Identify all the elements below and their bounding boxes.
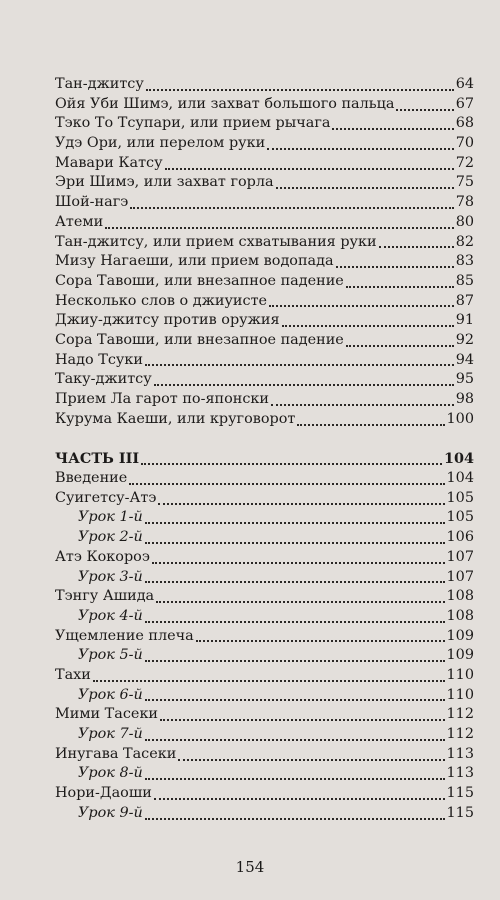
toc-lesson-entry	[55, 764, 474, 784]
toc-lesson-entry	[55, 804, 474, 824]
dot-leader	[282, 325, 454, 327]
toc-entry-title: Урок 8-й	[78, 765, 143, 782]
part-heading	[55, 449, 474, 469]
toc-lesson-entry	[55, 725, 474, 745]
toc-entry-title: Урок 9-й	[78, 804, 143, 821]
toc-entry	[55, 75, 474, 95]
dot-leader	[332, 128, 453, 130]
part-heading-page: 104	[443, 450, 474, 468]
part-heading-title: ЧАСТЬ III	[55, 450, 140, 468]
dot-leader	[165, 168, 454, 170]
dot-leader	[196, 640, 445, 642]
toc-entry-title: Атэ Кокороэ	[55, 548, 150, 565]
dot-leader	[145, 660, 445, 662]
toc-entry-title: Тахи	[55, 666, 91, 683]
toc-entry-page: 112	[446, 726, 474, 742]
dot-leader	[346, 286, 454, 288]
toc-entry	[55, 351, 474, 371]
toc-entry-title: Таку-джитсу	[55, 371, 152, 388]
dot-leader	[156, 601, 444, 603]
toc-entry-title: Шой-нагэ	[55, 194, 129, 211]
dot-leader	[145, 818, 445, 820]
toc-entry-page: 110	[446, 666, 474, 683]
dot-leader	[129, 483, 444, 485]
dot-leader	[267, 148, 453, 150]
toc-entry-page: 105	[446, 489, 474, 506]
dot-leader	[158, 503, 444, 505]
dot-leader	[297, 424, 444, 426]
toc-entry-title: Урок 1-й	[78, 509, 143, 526]
toc-entry	[55, 489, 474, 509]
toc-entry-title: Удэ Ори, или перелом руки	[55, 135, 266, 152]
dot-leader	[145, 542, 445, 544]
toc-lesson-entry	[55, 528, 474, 548]
dot-leader	[146, 89, 454, 91]
toc-entry	[55, 370, 474, 390]
toc-entry-title: Надо Тсуки	[55, 351, 143, 368]
toc-entry-page: 110	[446, 686, 474, 703]
dot-leader	[145, 739, 445, 741]
toc-entry	[55, 331, 474, 351]
toc-entry-page: 105	[446, 509, 474, 526]
dot-leader	[178, 759, 444, 761]
dot-leader	[396, 109, 453, 111]
toc-entry-page: 83	[455, 253, 474, 270]
dot-leader	[154, 798, 445, 800]
toc-entry-title: Урок 5-й	[78, 647, 143, 664]
toc-entry-title: Сора Тавоши, или внезапное падение	[55, 272, 344, 289]
toc-entry-title: Нори-Даоши	[55, 785, 152, 802]
toc-entry-page: 108	[446, 588, 474, 605]
toc-entry	[55, 469, 474, 489]
toc-entry-title: Урок 2-й	[78, 529, 143, 546]
toc-entry-title: Прием Ла гарот по-японски	[55, 391, 270, 407]
dot-leader	[93, 680, 445, 682]
page-number: 154	[235, 858, 265, 876]
toc-entry	[55, 154, 474, 174]
toc-entry	[55, 173, 474, 193]
dot-leader	[145, 522, 445, 524]
toc-lesson-entry	[55, 686, 474, 706]
table-of-contents	[55, 75, 474, 823]
dot-leader	[276, 187, 454, 189]
toc-entry	[55, 666, 474, 686]
toc-entry-title: Урок 3-й	[78, 568, 143, 585]
toc-entry-page: 85	[455, 272, 474, 289]
toc-entry-page: 108	[446, 607, 474, 624]
toc-entry	[55, 784, 474, 804]
toc-entry-page: 115	[446, 785, 474, 802]
toc-entry-page: 98	[455, 391, 474, 407]
toc-entry-page: 68	[455, 115, 474, 132]
toc-lesson-entry	[55, 508, 474, 528]
dot-leader	[145, 699, 445, 701]
toc-entry-page: 67	[455, 95, 474, 112]
toc-lesson-entry	[55, 646, 474, 666]
toc-entry-page: 109	[446, 647, 474, 664]
toc-entry	[55, 114, 474, 134]
toc-entry	[55, 95, 474, 115]
toc-entry-title: Урок 6-й	[78, 686, 143, 703]
toc-entry-title: Суигетсу-Атэ	[55, 489, 157, 506]
toc-entry-page: 106	[446, 529, 474, 546]
toc-entry-title: Тан-джитсу, или прием схватывания руки	[55, 233, 377, 250]
toc-entry-title: Ущемление плеча	[55, 627, 194, 644]
dot-leader	[346, 345, 454, 347]
toc-entry-page: 95	[455, 371, 474, 388]
toc-entry-page: 104	[446, 470, 474, 487]
toc-entry-page: 115	[446, 804, 474, 821]
toc-entry-page: 107	[446, 548, 474, 565]
toc-entry	[55, 233, 474, 253]
toc-entry-title: Инугава Тасеки	[55, 745, 177, 762]
toc-entry	[55, 587, 474, 607]
toc-entry-page: 75	[455, 174, 474, 191]
toc-entry	[55, 134, 474, 154]
toc-entry-page: 112	[446, 706, 474, 723]
toc-entry	[55, 705, 474, 725]
toc-entry-title: Мизу Нагаеши, или прием водопада	[55, 253, 334, 270]
toc-entry-page: 94	[455, 351, 474, 368]
dot-leader	[105, 227, 454, 229]
toc-entry-title: Несколько слов о джиуисте	[55, 292, 268, 309]
toc-entry-page: 100	[446, 410, 474, 427]
toc-entry	[55, 272, 474, 292]
toc-entry	[55, 745, 474, 765]
toc-entry-title: Введение	[55, 470, 128, 487]
toc-section-top	[55, 75, 474, 429]
toc-entry-title: Урок 7-й	[78, 726, 143, 742]
dot-leader	[141, 463, 442, 465]
toc-entry-title: Сора Тавоши, или внезапное падение	[55, 331, 344, 348]
toc-entry-page: 72	[455, 154, 474, 171]
toc-entry-page: 87	[455, 292, 474, 309]
toc-entry-page: 64	[455, 76, 474, 92]
dot-leader	[145, 621, 445, 623]
toc-entry-page: 78	[455, 194, 474, 211]
dot-leader	[145, 364, 454, 366]
toc-entry	[55, 213, 474, 233]
toc-entry-page: 80	[455, 213, 474, 230]
dot-leader	[379, 246, 454, 248]
dot-leader	[145, 778, 445, 780]
toc-entry-page: 92	[455, 331, 474, 348]
dot-leader	[271, 404, 454, 406]
toc-entry	[55, 410, 474, 430]
toc-entry-title: Тэко То Тсупари, или прием рычага	[55, 115, 331, 132]
toc-entry-page: 107	[446, 568, 474, 585]
dot-leader	[336, 266, 454, 268]
dot-leader	[145, 581, 445, 583]
toc-entry-page: 82	[455, 233, 474, 250]
toc-entry-title: Курума Каеши, или круговорот	[55, 410, 296, 427]
toc-lesson-entry	[55, 607, 474, 627]
toc-entry	[55, 627, 474, 647]
toc-lesson-entry	[55, 568, 474, 588]
toc-entry-title: Мими Тасеки	[55, 706, 159, 723]
toc-entry-page: 113	[446, 765, 474, 782]
dot-leader	[130, 207, 453, 209]
toc-entry	[55, 292, 474, 312]
toc-entry-title: Тан-джитсу	[55, 76, 144, 92]
toc-entry	[55, 548, 474, 568]
dot-leader	[269, 305, 454, 307]
toc-entry-title: Джиу-джитсу против оружия	[55, 312, 280, 329]
toc-entry-title: Эри Шимэ, или захват горла	[55, 174, 274, 191]
dot-leader	[154, 384, 454, 386]
dot-leader	[160, 719, 445, 721]
toc-entry-page: 109	[446, 627, 474, 644]
toc-entry-title: Ойя Уби Шимэ, или захват большого пальца	[55, 95, 395, 112]
toc-entry-page: 113	[446, 745, 474, 762]
dot-leader	[152, 562, 445, 564]
toc-entry	[55, 252, 474, 272]
toc-entry	[55, 193, 474, 213]
section-gap	[55, 429, 474, 449]
toc-entry-page: 91	[455, 312, 474, 329]
toc-entry-title: Мавари Катсу	[55, 154, 163, 171]
toc-entry	[55, 390, 474, 410]
toc-entry-page: 70	[455, 135, 474, 152]
toc-entry-title: Тэнгу Ашида	[55, 588, 155, 605]
toc-entry	[55, 311, 474, 331]
toc-entry-title: Урок 4-й	[78, 607, 143, 624]
toc-section-part3	[55, 469, 474, 823]
toc-entry-title: Атеми	[55, 213, 104, 230]
